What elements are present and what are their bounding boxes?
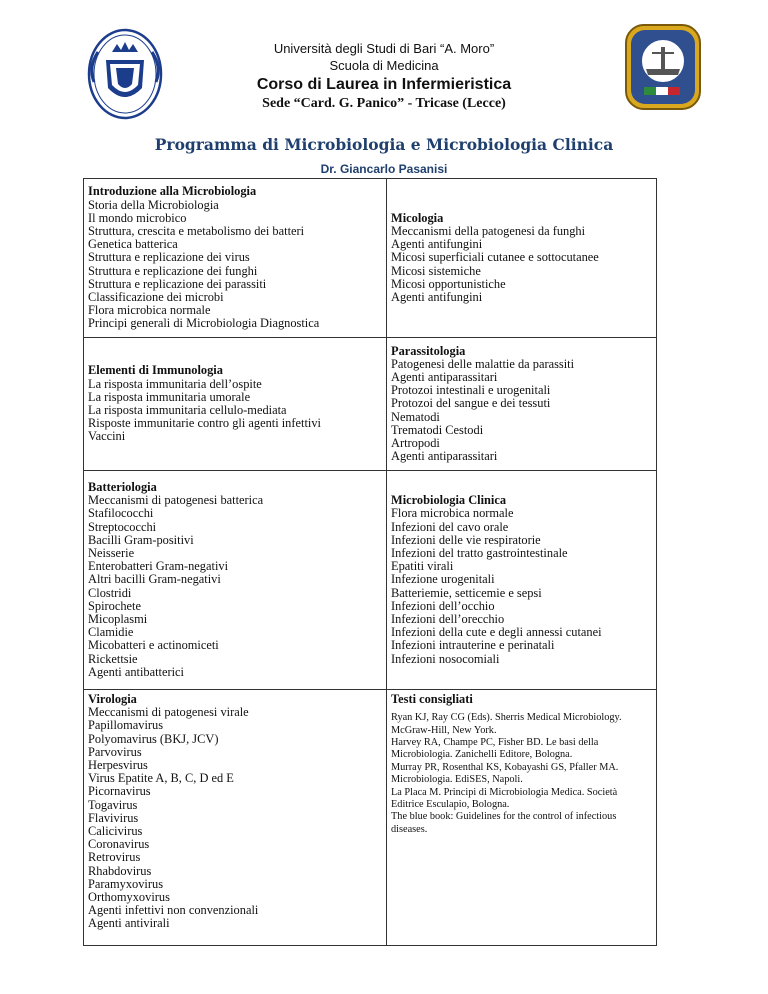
reference-item: Harvey RA, Champe PC, Fisher BD. Le basi della Microbiologia. Zanichelli Editore, Bologna. [391, 737, 599, 761]
list-item: Virus Epatite A, B, C, D ed E [88, 771, 234, 786]
list-item: Agenti antivirali [88, 916, 170, 931]
course-name: Corso di Laurea in Infermieristica [256, 76, 512, 93]
list-item: Infezioni dell’occhio [391, 598, 495, 613]
reference-item: The blue book: Guidelines for the control of infectious diseases. [391, 811, 617, 835]
section-parassitologia [387, 338, 657, 471]
list-item: Micosi opportunistiche [391, 276, 506, 291]
list-item: Agenti antifungini [391, 237, 483, 252]
list-item: Stafilococchi [88, 506, 154, 521]
list-item: Infezione urogenitali [391, 572, 495, 587]
list-item: La risposta immunitaria cellulo-mediata [88, 403, 287, 417]
list-item: Nematodi [391, 409, 440, 424]
list-item: Coronavirus [88, 837, 150, 852]
list-item: Infezioni dell’orecchio [391, 612, 505, 626]
section-title: Parassitologia [391, 343, 466, 358]
list-item: Togavirus [88, 797, 138, 812]
section-title: Batteriologia [88, 479, 157, 494]
list-item: Streptococchi [88, 519, 157, 534]
list-item: Micoplasmi [88, 612, 148, 626]
reference-item: Ryan KJ, Ray CG (Eds). Sherris Medical Microbiology. McGraw-Hill, New York. [391, 712, 622, 736]
list-item: Classificazione dei microbi [88, 290, 224, 304]
list-item: Genetica batterica [88, 237, 178, 252]
section-title: Microbiologia Clinica [391, 493, 507, 508]
list-item: Clostridi [88, 585, 132, 600]
section-testi [387, 690, 657, 946]
section-title: Elementi di Immunologia [88, 363, 223, 378]
list-item: Artropodi [391, 436, 440, 450]
list-item: Struttura e replicazione dei funghi [88, 263, 258, 278]
list-item: Risposte immunitarie contro gli agenti infettivi [88, 416, 321, 431]
section-intro [84, 179, 387, 338]
list-item: Spirochete [88, 598, 141, 613]
list-item: Agenti antibatterici [88, 664, 184, 679]
list-item: Agenti antiparassitari [391, 449, 498, 464]
list-item: Vaccini [88, 429, 126, 444]
list-item: Principi generali di Microbiologia Diagnostica [88, 316, 320, 331]
list-item: Micobatteri e actinomiceti [88, 638, 219, 653]
section-clinica [387, 471, 657, 690]
list-item: Infezioni del tratto gastrointestinale [391, 545, 568, 560]
list-item: Neisserie [88, 545, 135, 560]
list-item: Enterobatteri Gram-negativi [88, 559, 229, 574]
seat-name: Sede “Card. G. Panico” - Tricase (Lecce) [262, 96, 506, 111]
table-row [84, 179, 657, 338]
list-item: Struttura e replicazione dei parassiti [88, 276, 267, 291]
author-name: Dr. Giancarlo Pasanisi [320, 162, 448, 176]
section-title: Micologia [391, 210, 444, 225]
page-header [0, 40, 768, 113]
list-item: Agenti antifungini [391, 290, 483, 304]
list-item: Patogenesi delle malattie da parassiti [391, 356, 575, 371]
list-item: Rhabdovirus [88, 863, 152, 878]
list-item: Flavivirus [88, 810, 139, 825]
list-item: Orthomyxovirus [88, 890, 170, 905]
list-item: Protozoi del sangue e dei tessuti [391, 396, 551, 411]
section-title: Testi consigliati [391, 692, 473, 706]
list-item: Infezioni della cute e degli annessi cutanei [391, 625, 602, 640]
list-item: Infezioni nosocomiali [391, 651, 500, 666]
list-item: Parvovirus [88, 744, 142, 759]
list-item: Meccanismi della patogenesi da funghi [391, 223, 586, 238]
list-item: Protozoi intestinali e urogenitali [391, 383, 551, 398]
list-item: Storia della Microbiologia [88, 197, 219, 212]
list-item: Calicivirus [88, 824, 143, 839]
section-title: Introduzione alla Microbiologia [88, 184, 257, 199]
list-item: Altri bacilli Gram-negativi [88, 572, 221, 587]
list-item: Papillomavirus [88, 718, 164, 733]
list-item: Il mondo microbico [88, 210, 187, 225]
list-item: Agenti infettivi non convenzionali [88, 903, 259, 918]
program-table [83, 178, 657, 946]
reference-list [391, 712, 652, 836]
section-title: Virologia [88, 692, 137, 706]
list-item: Struttura e replicazione dei virus [88, 250, 250, 265]
list-item: Paramyxovirus [88, 876, 164, 891]
list-item: Agenti antiparassitari [391, 369, 498, 384]
list-item: Flora microbica normale [88, 303, 211, 318]
list-item: Trematodi Cestodi [391, 422, 484, 437]
list-item: Infezioni intrauterine e perinatali [391, 638, 555, 653]
section-immunologia [84, 338, 387, 471]
table-row [84, 471, 657, 690]
list-item: Retrovirus [88, 850, 141, 865]
list-item: Clamidie [88, 625, 134, 640]
section-batteriologia [84, 471, 387, 690]
list-item: Infezioni del cavo orale [391, 519, 509, 534]
list-item: Micosi superficiali cutanee e sottocutanee [391, 250, 599, 265]
list-item: Bacilli Gram-positivi [88, 532, 194, 547]
table-row [84, 690, 657, 946]
table-row [84, 338, 657, 471]
list-item: Batteriemie, setticemie e sepsi [391, 585, 542, 600]
list-item: Meccanismi di patogenesi virale [88, 705, 249, 720]
list-item: Epatiti virali [391, 559, 454, 574]
list-item: Polyomavirus (BKJ, JCV) [88, 731, 219, 746]
list-item: La risposta immunitaria dell’ospite [88, 376, 262, 391]
university-name: Università degli Studi di Bari “A. Moro” [273, 41, 495, 56]
list-item: Meccanismi di patogenesi batterica [88, 493, 264, 508]
section-virologia [84, 690, 387, 946]
reference-item: Murray PR, Rosenthal KS, Kobayashi GS, Pfaller MA. Microbiologia. EdiSES, Napoli. [391, 761, 619, 786]
list-item: La risposta immunitaria umorale [88, 389, 251, 404]
list-item: Herpesvirus [88, 758, 148, 773]
document-title: Programma di Microbiologia e Microbiologia Clinica [154, 135, 614, 154]
school-name: Scuola di Medicina [329, 58, 439, 73]
list-item: Struttura, crescita e metabolismo dei batteri [88, 223, 305, 238]
list-item: Rickettsie [88, 651, 138, 666]
list-item: Infezioni delle vie respiratorie [391, 532, 541, 547]
list-item: Picornavirus [88, 784, 151, 799]
reference-item: La Placa M. Principi di Microbiologia Medica. Società Editrice Esculapio, Bologna. [391, 786, 618, 811]
list-item: Micosi sistemiche [391, 263, 481, 278]
list-item: Flora microbica normale [391, 506, 514, 521]
section-micologia [387, 179, 657, 338]
